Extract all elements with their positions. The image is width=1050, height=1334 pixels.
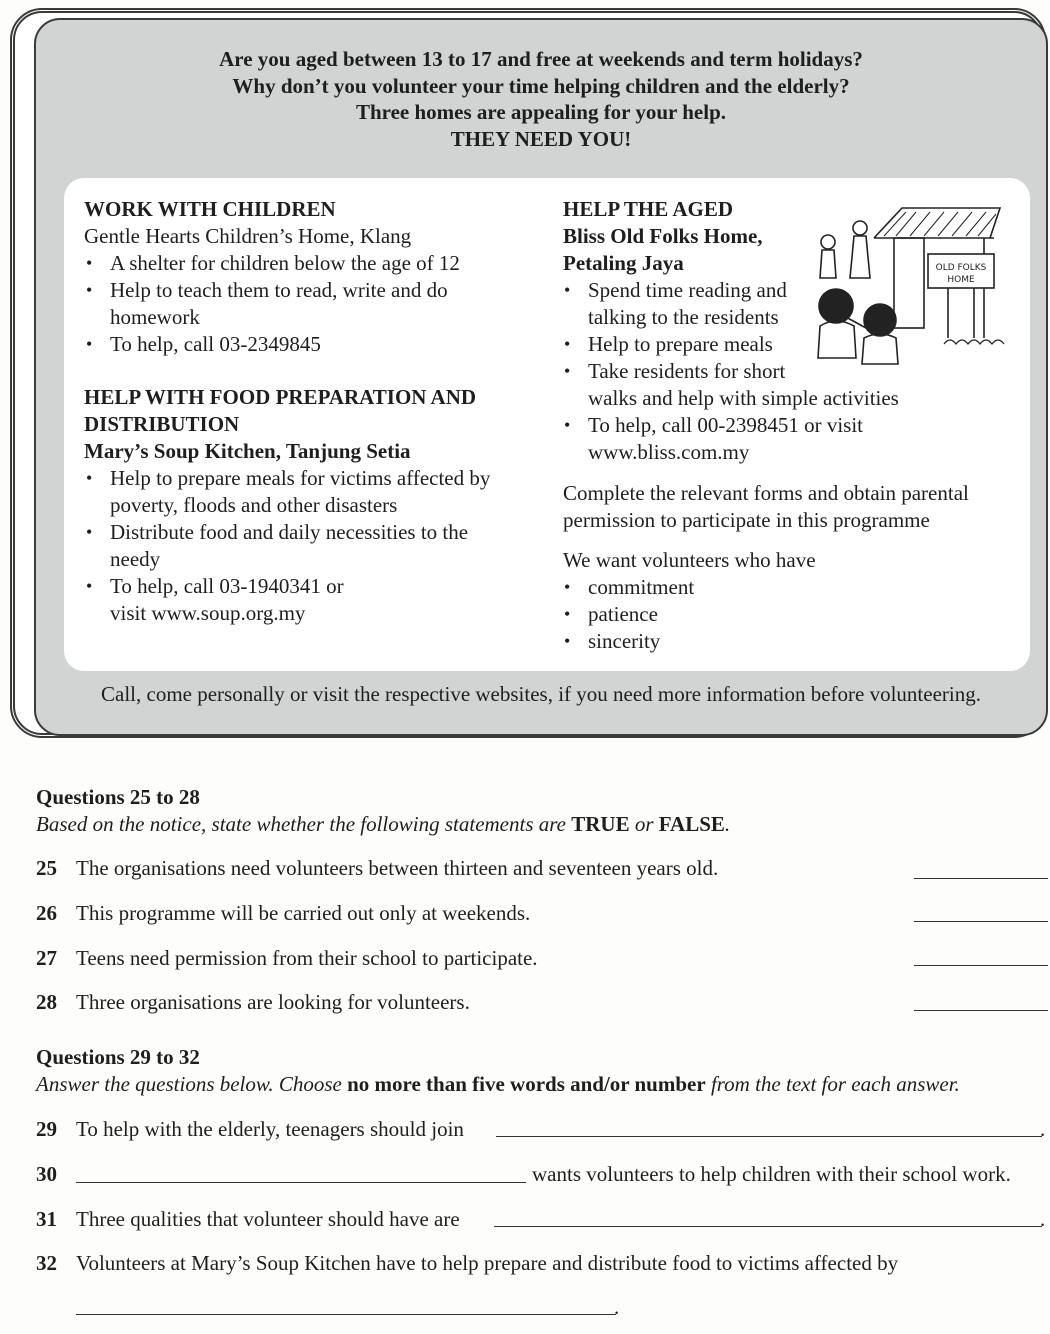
quality-2: patience bbox=[588, 602, 658, 626]
notice-panel bbox=[64, 178, 1030, 671]
bullet-icon: • bbox=[564, 604, 571, 624]
section-2-instruction bbox=[36, 1072, 960, 1097]
old-folks-home-illustration bbox=[814, 198, 1010, 366]
food-bullet-3-cont: visit www.soup.org.my bbox=[110, 601, 306, 625]
forms-text: Complete the relevant forms and obtain parental bbox=[563, 481, 969, 505]
instruction-text: Based on the notice, state whether the following statements are bbox=[36, 812, 572, 836]
food-bullet-1-cont: poverty, floods and other disasters bbox=[110, 493, 398, 517]
aged-org-cont: Petaling Jaya bbox=[563, 251, 684, 275]
question-text: Three organisations are looking for volunteers. bbox=[76, 990, 470, 1014]
sign-text-1: OLD FOLKS bbox=[935, 263, 987, 273]
question-number: 32 bbox=[36, 1251, 57, 1275]
children-bullet-1: A shelter for children below the age of 12 bbox=[110, 251, 460, 275]
aged-heading: HELP THE AGED bbox=[563, 197, 733, 221]
food-heading: HELP WITH FOOD PREPARATION AND bbox=[84, 385, 477, 409]
question-number: 29 bbox=[36, 1117, 57, 1141]
bullet-icon: • bbox=[564, 577, 571, 597]
question-number: 31 bbox=[36, 1207, 57, 1231]
answer-blank[interactable] bbox=[496, 1136, 1042, 1137]
answer-blank[interactable] bbox=[76, 1182, 526, 1183]
bullet-icon: • bbox=[564, 334, 571, 354]
children-org: Gentle Hearts Children’s Home, Klang bbox=[84, 224, 412, 248]
question-text: The organisations need volunteers between thirteen and seventeen years old. bbox=[76, 856, 719, 880]
section-2-heading: Questions 29 to 32 bbox=[36, 1045, 200, 1069]
aged-bullet-4: To help, call 00-2398451 or visit bbox=[588, 413, 863, 437]
question-number: 27 bbox=[36, 946, 57, 970]
aged-bullet-3-cont: walks and help with simple activities bbox=[588, 386, 899, 410]
aged-org: Bliss Old Folks Home, bbox=[563, 224, 763, 248]
bullet-icon: • bbox=[564, 631, 571, 651]
bullet-icon: • bbox=[86, 280, 93, 300]
notice-footer: Call, come personally or visit the respective websites, if you need more information before volunteering. bbox=[101, 682, 981, 706]
answer-blank[interactable] bbox=[914, 878, 1048, 879]
bullet-icon: • bbox=[86, 468, 93, 488]
instruction-text-end: from the text for each answer. bbox=[705, 1072, 960, 1096]
quality-1: commitment bbox=[588, 575, 695, 599]
children-bullet-2-cont: homework bbox=[110, 305, 200, 329]
full-stop: . bbox=[614, 1295, 620, 1319]
section-1-instruction bbox=[36, 812, 730, 837]
answer-blank[interactable] bbox=[494, 1226, 1042, 1227]
food-org: Mary’s Soup Kitchen, Tanjung Setia bbox=[84, 439, 411, 463]
bullet-icon: • bbox=[86, 576, 93, 596]
aged-bullet-3: Take residents for short bbox=[588, 359, 786, 383]
notice-box bbox=[34, 18, 1048, 736]
food-bullet-3: To help, call 03-1940341 or bbox=[110, 574, 344, 598]
headline-line-2: Why don’t you volunteer your time helping children and the elderly? bbox=[232, 73, 850, 98]
bullet-icon: • bbox=[86, 522, 93, 542]
instruction-end: . bbox=[724, 812, 731, 836]
quality-3: sincerity bbox=[588, 629, 661, 653]
aged-bullet-4-cont: www.bliss.com.my bbox=[588, 440, 750, 464]
children-bullet-2: Help to teach them to read, write and do bbox=[110, 278, 448, 302]
question-text: Teens need permission from their school to participate. bbox=[76, 946, 538, 970]
food-bullet-2: Distribute food and daily necessities to the bbox=[110, 520, 469, 544]
instruction-true: TRUE bbox=[571, 812, 630, 836]
aged-bullet-1: Spend time reading and bbox=[588, 278, 787, 302]
children-heading: WORK WITH CHILDREN bbox=[84, 197, 336, 221]
question-text: To help with the elderly, teenagers should join bbox=[76, 1117, 464, 1141]
question-number: 28 bbox=[36, 990, 57, 1014]
question-number: 30 bbox=[36, 1162, 57, 1186]
question-text: Three qualities that volunteer should have are bbox=[76, 1207, 460, 1231]
forms-text-cont: permission to participate in this programme bbox=[563, 508, 930, 532]
answer-blank[interactable] bbox=[914, 1010, 1048, 1011]
aged-bullet-1-cont: talking to the residents bbox=[588, 305, 779, 329]
answer-blank[interactable] bbox=[914, 965, 1048, 966]
full-stop: . bbox=[1040, 1207, 1046, 1231]
food-bullet-1: Help to prepare meals for victims affected by bbox=[110, 466, 491, 490]
headline-line-4: THEY NEED YOU! bbox=[450, 126, 632, 151]
instruction-false: FALSE bbox=[658, 812, 725, 836]
section-1-heading: Questions 25 to 28 bbox=[36, 785, 200, 809]
aged-bullet-2: Help to prepare meals bbox=[588, 332, 773, 356]
question-text: Volunteers at Mary’s Soup Kitchen have to help prepare and distribute food to victims affected by bbox=[76, 1251, 899, 1275]
answer-blank[interactable] bbox=[914, 921, 1048, 922]
instruction-or: or bbox=[629, 812, 659, 836]
children-bullet-3: To help, call 03-2349845 bbox=[110, 332, 321, 356]
full-stop: . bbox=[1040, 1117, 1046, 1141]
question-number: 26 bbox=[36, 901, 57, 925]
answer-blank[interactable] bbox=[76, 1314, 616, 1315]
headline-line-1: Are you aged between 13 to 17 and free at weekends and term holidays? bbox=[219, 47, 863, 71]
instruction-bold: no more than five words and/or number bbox=[347, 1072, 706, 1096]
question-text: wants volunteers to help children with their school work. bbox=[532, 1162, 1011, 1186]
food-bullet-2-cont: needy bbox=[110, 547, 161, 571]
bullet-icon: • bbox=[86, 334, 93, 354]
bullet-icon: • bbox=[86, 253, 93, 273]
bullet-icon: • bbox=[564, 415, 571, 435]
question-number: 25 bbox=[36, 856, 57, 880]
notice-headline bbox=[36, 46, 1046, 152]
sign-text-2: HOME bbox=[947, 275, 975, 285]
want-text: We want volunteers who have bbox=[563, 548, 816, 572]
instruction-text: Answer the questions below. Choose bbox=[36, 1072, 348, 1096]
headline-line-3: Three homes are appealing for your help. bbox=[355, 100, 727, 124]
food-heading-cont: DISTRIBUTION bbox=[84, 412, 240, 436]
bullet-icon: • bbox=[564, 361, 571, 381]
question-text: This programme will be carried out only at weekends. bbox=[76, 901, 531, 925]
bullet-icon: • bbox=[564, 280, 571, 300]
